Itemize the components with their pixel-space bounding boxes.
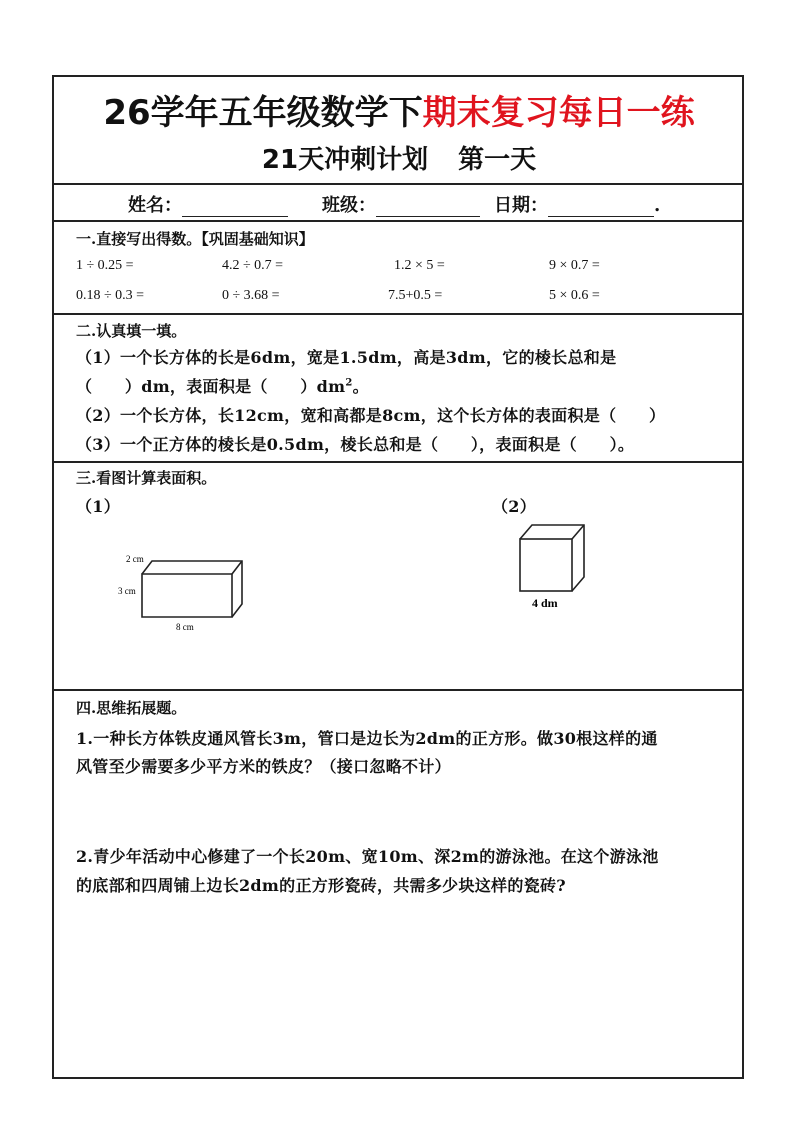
divider-info — [54, 220, 744, 222]
subtitle-day: 第一天 — [458, 145, 537, 175]
divider-section2 — [54, 461, 744, 463]
calc-item: 7.5+0.5 = — [388, 288, 443, 303]
divider-header — [54, 183, 744, 185]
calc-item: 1 ÷ 0.25 = — [76, 258, 134, 273]
date-field[interactable] — [494, 191, 660, 217]
date-blank[interactable] — [548, 198, 654, 217]
name-blank[interactable] — [182, 198, 288, 217]
cuboid-depth-label: 2 cm — [126, 554, 144, 564]
cuboid-figure — [114, 542, 264, 632]
cube-edge-label: 4 dm — [532, 596, 558, 610]
calc-item: 4.2 ÷ 0.7 = — [222, 258, 284, 273]
word-problem-1-line1: 1.一种长方体铁皮通风管长3m，管口是边长为2dm的正方形。做30根这样的通 — [76, 729, 658, 748]
worksheet-frame — [52, 75, 744, 1079]
class-label: 班级： — [322, 195, 376, 216]
section3-title: 三.看图计算表面积。 — [76, 469, 217, 487]
fill-question-1-line2 — [76, 374, 369, 397]
section4-title: 四.思维拓展题。 — [76, 699, 187, 717]
class-field[interactable] — [322, 191, 480, 217]
class-blank[interactable] — [376, 198, 480, 217]
name-label: 姓名： — [128, 195, 182, 216]
title-black-part: 26学年五年级数学下 — [103, 93, 423, 133]
word-problem-2-line2: 的底部和四周铺上边长2dm的正方形瓷砖，共需多少块这样的瓷砖? — [76, 876, 566, 895]
calc-item: 9 × 0.7 = — [549, 258, 600, 273]
worksheet-title — [54, 85, 744, 134]
fill-question-3: （3）一个正方体的棱长是0.5dm，棱长总和是（ ），表面积是（ ）。 — [76, 435, 635, 454]
section2-title: 二.认真填一填。 — [76, 322, 187, 340]
cuboid-height-label: 3 cm — [118, 586, 136, 596]
cube-figure — [512, 517, 602, 617]
word-problem-2-line1: 2.青少年活动中心修建了一个长20m、宽10m、深2m的游泳池。在这个游泳池 — [76, 847, 659, 866]
figure2-label: （2） — [492, 497, 537, 516]
section1-title: 一.直接写出得数。【巩固基础知识】 — [76, 230, 314, 248]
fill-question-1-end: 。 — [352, 377, 369, 396]
name-field[interactable] — [128, 191, 288, 217]
calc-item: 0 ÷ 3.68 = — [222, 288, 280, 303]
title-red-part: 期末复习每日一练 — [422, 93, 695, 133]
date-label: 日期： — [494, 195, 548, 216]
figure1-label: （1） — [76, 497, 121, 516]
fill-question-2: （2）一个长方体，长12cm，宽和高都是8cm，这个长方体的表面积是（ ） — [76, 406, 666, 425]
word-problem-1-line2: 风管至少需要多少平方米的铁皮？（接口忽略不计） — [76, 757, 451, 776]
date-end-mark: . — [654, 195, 661, 216]
worksheet-subtitle — [54, 139, 744, 176]
fill-question-1-line1: （1）一个长方体的长是6dm，宽是1.5dm，高是3dm，它的棱长总和是 — [76, 348, 617, 367]
divider-section1 — [54, 313, 744, 315]
cuboid-length-label: 8 cm — [176, 622, 194, 632]
subtitle-plan: 21天冲刺计划 — [261, 145, 429, 175]
divider-section3 — [54, 689, 744, 691]
calc-item: 5 × 0.6 = — [549, 288, 600, 303]
calc-item: 1.2 × 5 = — [394, 258, 445, 273]
fill-question-1-text: （ ）dm，表面积是（ ）dm — [76, 377, 346, 396]
calc-item: 0.18 ÷ 0.3 = — [76, 288, 145, 303]
unit-superscript: 2 — [345, 377, 353, 389]
